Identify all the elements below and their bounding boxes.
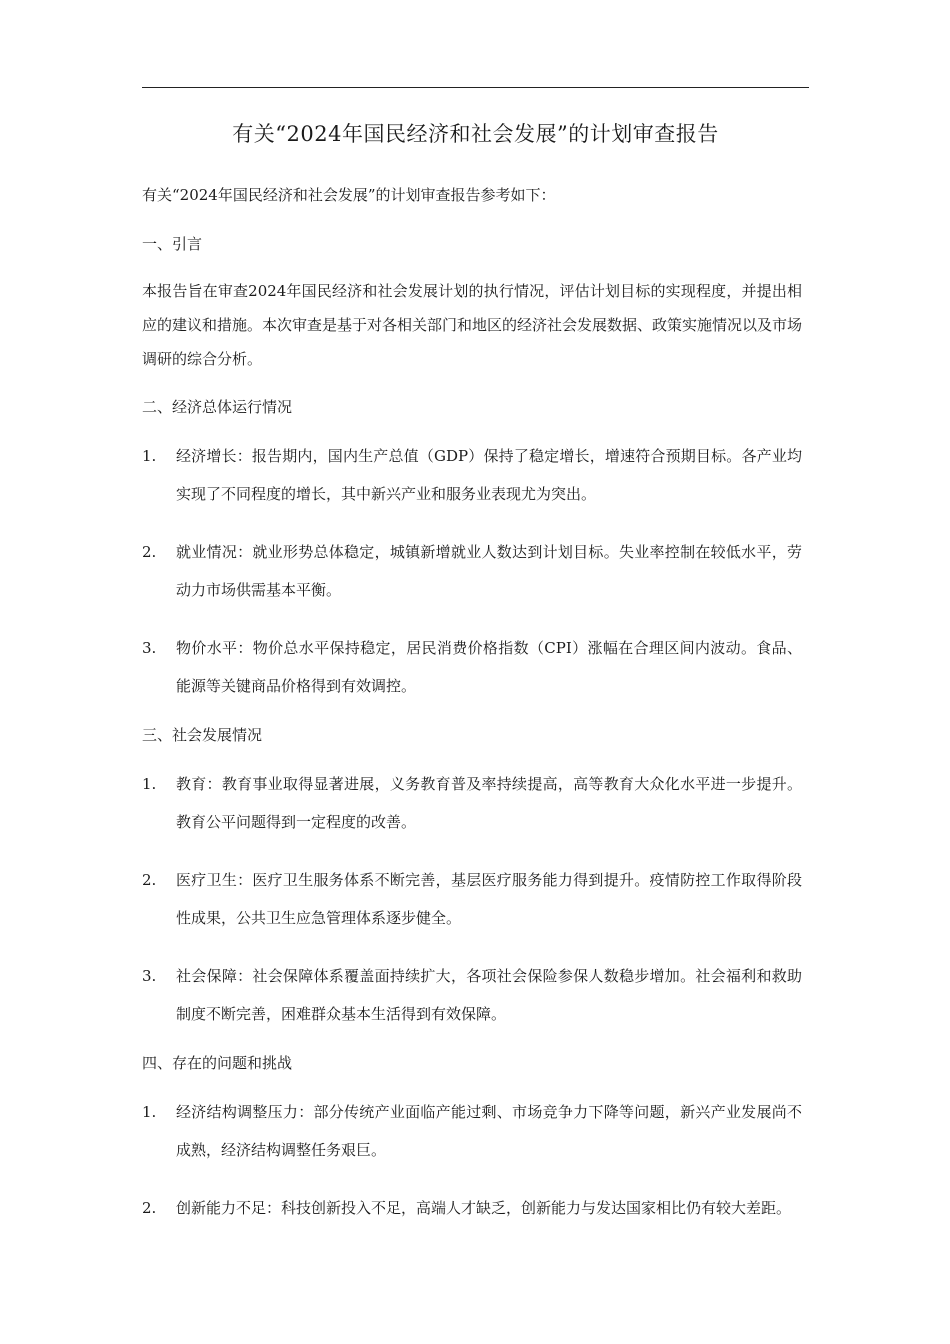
list-item-text: 物价水平：物价总水平保持稳定，居民消费价格指数（CPI）涨幅在合理区间内波动。食品、能源等关键商品价格得到有效调控。 xyxy=(176,639,802,695)
list-item-text: 经济结构调整压力：部分传统产业面临产能过剩、市场竞争力下降等问题，新兴产业发展尚不成熟，经济结构调整任务艰巨。 xyxy=(176,1103,802,1159)
list-item-text: 教育：教育事业取得显著进展，义务教育普及率持续提高，高等教育大众化水平进一步提升。教育公平问题得到一定程度的改善。 xyxy=(176,775,802,831)
list-item-text: 创新能力不足：科技创新投入不足，高端人才缺乏，创新能力与发达国家相比仍有较大差距。 xyxy=(176,1199,792,1217)
list-item-text: 社会保障：社会保障体系覆盖面持续扩大，各项社会保险参保人数稳步增加。社会福利和救助制度不断完善，困难群众基本生活得到有效保障。 xyxy=(176,967,802,1023)
list-item-number: 2. xyxy=(142,543,157,561)
list-item-number: 2. xyxy=(142,871,157,889)
list-item xyxy=(142,437,802,513)
list-item-number: 1. xyxy=(142,1103,157,1121)
list-item-text: 经济增长：报告期内，国内生产总值（GDP）保持了稳定增长，增速符合预期目标。各产业均实现了不同程度的增长，其中新兴产业和服务业表现尤为突出。 xyxy=(176,447,802,503)
section-heading-society: 三、社会发展情况 xyxy=(142,726,263,744)
list-item-text: 医疗卫生：医疗卫生服务体系不断完善，基层医疗服务能力得到提升。疫情防控工作取得阶段性成果，公共卫生应急管理体系逐步健全。 xyxy=(176,871,802,927)
document-title: 有关“2024年国民经济和社会发展”的计划审查报告 xyxy=(232,122,719,146)
list-item xyxy=(142,957,802,1033)
intro-line: 有关“2024年国民经济和社会发展”的计划审查报告参考如下： xyxy=(142,186,556,204)
list-item-number: 3. xyxy=(142,639,157,657)
list-item-number: 1. xyxy=(142,447,157,465)
section-paragraph-intro: 本报告旨在审查2024年国民经济和社会发展计划的执行情况，评估计划目标的实现程度，并提出相应的建议和措施。本次审查是基于对各相关部门和地区的经济社会发展数据、政策实施情况以及市场调研的综合分析。 xyxy=(142,282,803,368)
section-heading-challenges: 四、存在的问题和挑战 xyxy=(142,1054,293,1072)
list-item-number: 2. xyxy=(142,1199,157,1217)
list-item-number: 3. xyxy=(142,967,157,985)
list-item xyxy=(142,1189,802,1227)
section-heading-intro: 一、引言 xyxy=(142,235,203,253)
list-item xyxy=(142,1093,802,1169)
list-item-number: 1. xyxy=(142,775,157,793)
list-item xyxy=(142,765,802,841)
list-item-text: 就业情况：就业形势总体稳定，城镇新增就业人数达到计划目标。失业率控制在较低水平，劳动力市场供需基本平衡。 xyxy=(176,543,802,599)
list-item xyxy=(142,533,802,609)
header-rule xyxy=(142,87,809,88)
document-body xyxy=(142,185,802,1247)
section-heading-economy: 二、经济总体运行情况 xyxy=(142,398,293,416)
list-item xyxy=(142,629,802,705)
list-item xyxy=(142,861,802,937)
